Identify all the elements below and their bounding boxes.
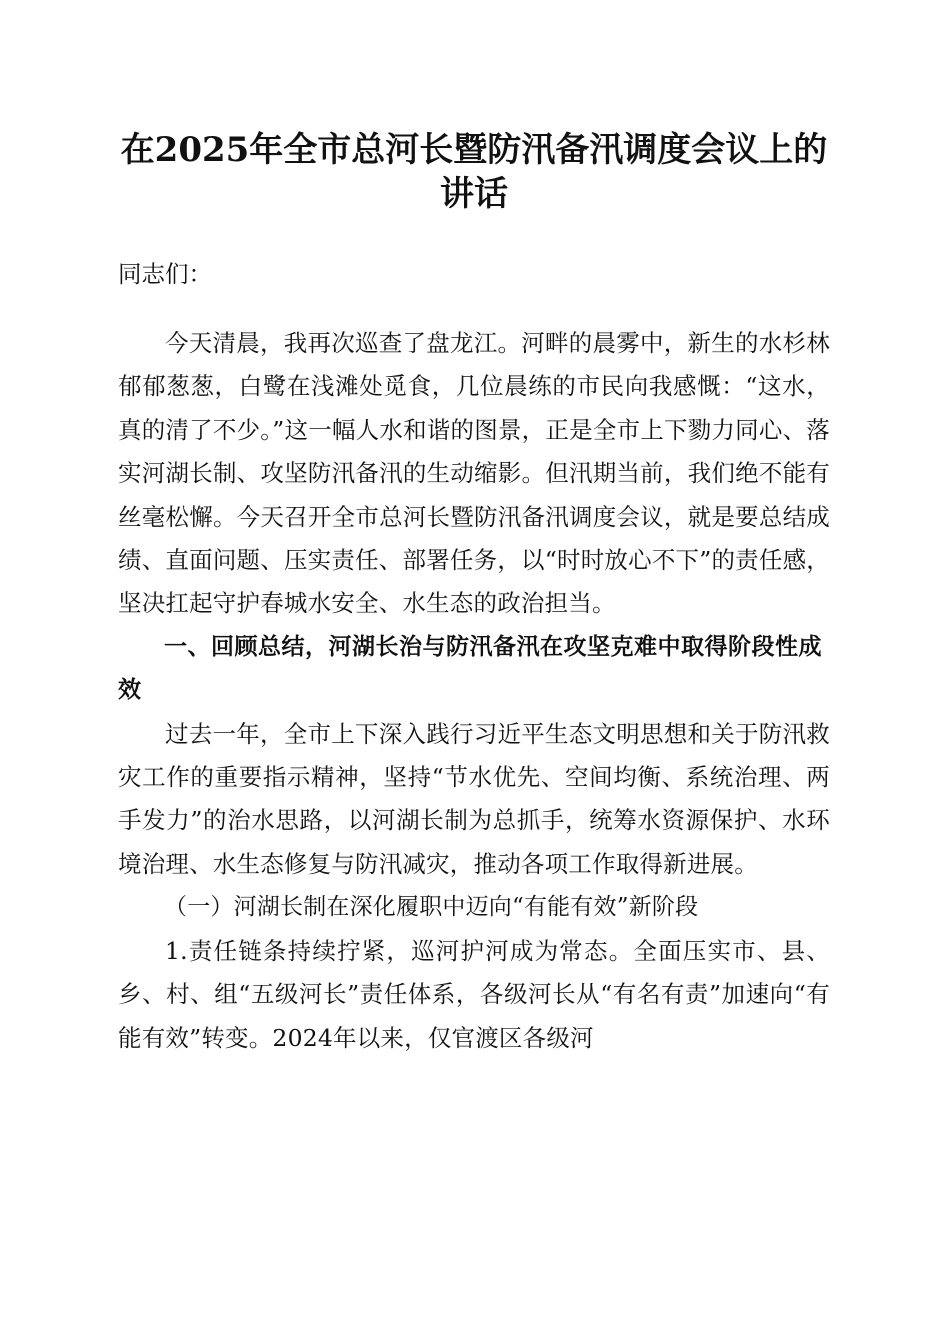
document-body — [118, 322, 830, 1060]
intro-paragraph: 今天清晨，我再次巡查了盘龙江。河畔的晨雾中，新生的水杉林郁郁葱葱，白鹭在浅滩处觅食，几位晨练的市民向我感慨：“这水，真的清了不少。”这一幅人水和谐的图景，正是全市上下勠力同心、落实河湖长制、攻坚防汛备汛的生动缩影。但汛期当前，我们绝不能有丝毫松懈。今天召开全市总河长暨防汛备汛调度会议，就是要总结成绩、直面问题、压实责任、部署任务，以“时时放心不下”的责任感，坚决扛起守护春城水安全、水生态的政治担当。 — [118, 329, 830, 618]
document-title: 在2025年全市总河长暨防汛备汛调度会议上的讲话 — [120, 130, 828, 214]
subsection-1-heading: （一）河湖长制在深化履职中迈向“有能有效”新阶段 — [164, 894, 699, 921]
section-1-paragraph: 过去一年，全市上下深入践行习近平生态文明思想和关于防汛救灾工作的重要指示精神，坚持“节水优先、空间均衡、系统治理、两手发力”的治水思路，以河湖长制为总抓手，统筹水资源保护、水环境治理、水生态修复与防汛减灾，推动各项工作取得新进展。 — [118, 719, 830, 878]
point-1-paragraph: 1.责任链条持续拧紧，巡河护河成为常态。全面压实市、县、乡、村、组“五级河长”责任体系，各级河长从“有名有责”加速向“有能有效”转变。2024年以来，仅官渡区各级河 — [118, 936, 830, 1052]
section-1-heading: 一、回顾总结，河湖长治与防汛备汛在攻坚克难中取得阶段性成效 — [118, 633, 822, 704]
salutation: 同志们： — [118, 260, 212, 288]
document-page — [118, 128, 830, 1052]
